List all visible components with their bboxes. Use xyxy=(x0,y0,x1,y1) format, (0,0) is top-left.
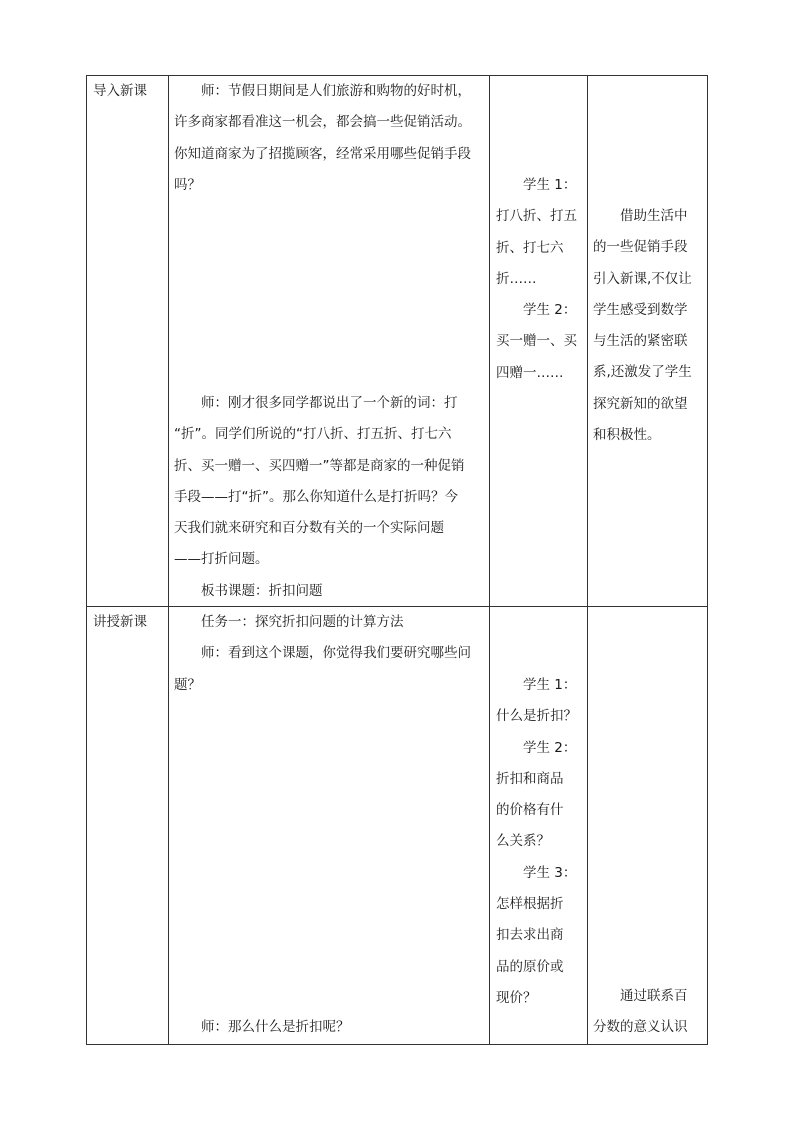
stage-label: 导入新课 xyxy=(93,83,147,99)
table-border-right xyxy=(707,75,708,1045)
teacher-line: 折、买一赠一、买四赠一”等都是商家的一种促销 xyxy=(174,457,465,474)
teacher-activity-cell xyxy=(174,388,484,607)
student-activity-cell xyxy=(496,170,582,389)
stage-cell xyxy=(93,76,165,107)
intent-line: 系,还激发了学生 xyxy=(593,364,692,381)
student-line: 折、打七六 xyxy=(496,239,564,256)
stage-cell xyxy=(93,607,165,638)
teacher-line: ——打折问题。 xyxy=(174,551,269,568)
student-label: 学生 1： xyxy=(523,677,577,693)
intent-line: 通过联系百 xyxy=(620,988,688,1004)
intent-line: 学生感受到数学 xyxy=(593,301,688,318)
student-line: 打八折、打五 xyxy=(496,208,577,225)
design-intent-cell xyxy=(593,201,703,451)
student-line: 扣去求出商 xyxy=(496,927,564,944)
teacher-line: 手段——打“折”。那么你知道什么是打折吗？今 xyxy=(174,488,458,505)
board-title: 板书课题：折扣问题 xyxy=(201,582,323,599)
student-line: 么关系？ xyxy=(496,833,550,850)
column-divider xyxy=(489,75,490,1045)
intent-line: 分数的意义认识 xyxy=(593,1019,688,1036)
teacher-line: 师：刚才很多同学都说出了一个新的词：打 xyxy=(201,395,458,411)
student-line: 现价？ xyxy=(496,989,537,1006)
table-border-bottom xyxy=(86,1044,708,1045)
teacher-line: 许多商家都看准这一机会，都会搞一些促销活动。 xyxy=(174,114,471,131)
teacher-line: 题？ xyxy=(174,676,201,693)
teacher-activity-cell xyxy=(174,1012,484,1043)
teacher-activity-cell xyxy=(174,76,484,201)
student-line: 买一赠一、买 xyxy=(496,333,577,350)
intent-line: 探究新知的欲望 xyxy=(593,395,688,412)
teacher-line: 师：看到这个课题，你觉得我们要研究哪些问 xyxy=(201,645,471,662)
student-label: 学生 3： xyxy=(523,864,577,881)
teacher-line: 师：节假日期间是人们旅游和购物的好时机， xyxy=(201,83,471,99)
student-line: 品的原价或 xyxy=(496,958,564,975)
intent-line: 和积极性。 xyxy=(593,427,661,444)
student-label: 学生 2： xyxy=(523,302,577,319)
student-label: 学生 2： xyxy=(523,739,577,756)
student-line: 什么是折扣？ xyxy=(496,708,577,725)
teacher-line: 吗？ xyxy=(174,176,201,193)
column-divider xyxy=(587,75,588,1045)
student-label: 学生 1： xyxy=(523,177,577,193)
student-line: 的价格有什 xyxy=(496,802,564,819)
intent-line: 的一些促销手段 xyxy=(593,239,688,256)
intent-line: 引入新课,不仅让 xyxy=(593,270,692,287)
table-border-left xyxy=(86,75,87,1045)
intent-line: 借助生活中 xyxy=(620,208,688,224)
teacher-line: 天我们就来研究和百分数有关的一个实际问题 xyxy=(174,520,444,537)
student-line: 折扣和商品 xyxy=(496,770,564,787)
design-intent-cell xyxy=(593,981,703,1044)
teacher-line: 师：那么什么是折扣呢？ xyxy=(201,1019,350,1035)
teacher-line: “折”。同学们所说的“打八折、打五折、打七六 xyxy=(174,426,452,443)
teacher-activity-cell xyxy=(174,607,484,701)
student-activity-cell xyxy=(496,670,582,1014)
task-heading: 任务一：探究折扣问题的计算方法 xyxy=(201,614,404,630)
column-divider xyxy=(168,75,169,1045)
stage-label: 讲授新课 xyxy=(93,614,147,630)
student-line: 折…… xyxy=(496,270,537,287)
intent-line: 与生活的紧密联 xyxy=(593,333,688,350)
student-line: 四赠一…… xyxy=(496,364,564,381)
teacher-line: 你知道商家为了招揽顾客，经常采用哪些促销手段 xyxy=(174,145,471,162)
student-line: 怎样根据折 xyxy=(496,896,564,913)
